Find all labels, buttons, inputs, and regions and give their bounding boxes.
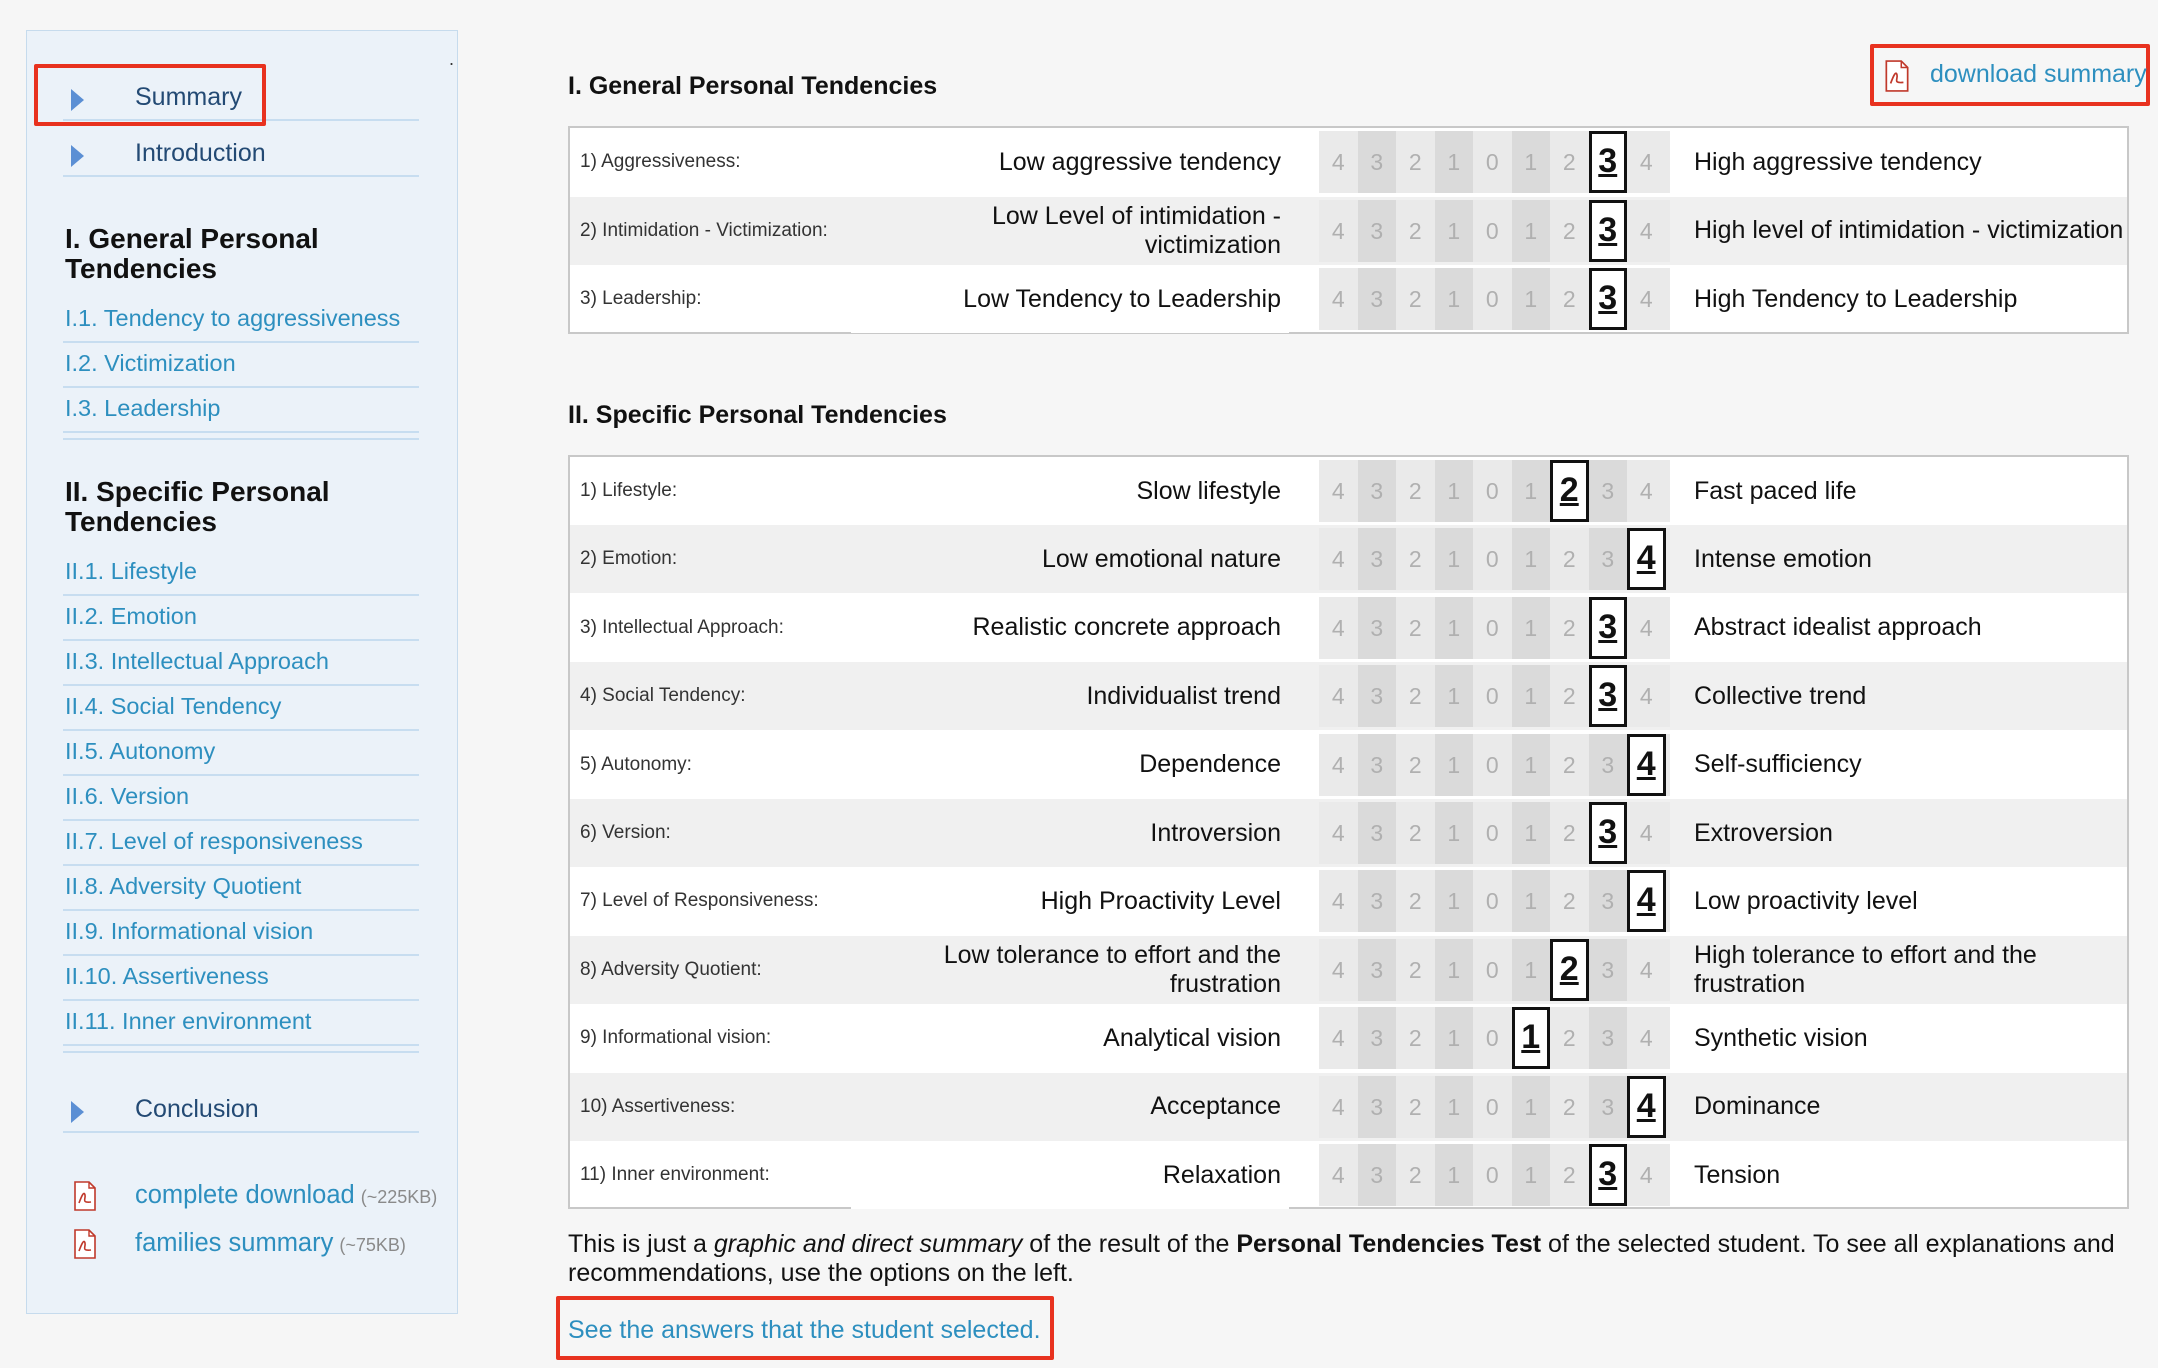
scale-value: 1 bbox=[1512, 802, 1551, 864]
row-label: 3) Leadership: bbox=[580, 288, 702, 309]
scale-value: 2 bbox=[1408, 286, 1422, 312]
scale-value: 3 bbox=[1589, 939, 1628, 1001]
sidebar-link[interactable]: II.11. Inner environment bbox=[63, 1002, 419, 1046]
scale-value: 2 bbox=[1562, 614, 1576, 641]
scale-value: 1 bbox=[1512, 870, 1551, 932]
scale-value: 2 bbox=[1562, 149, 1576, 175]
scale-value: 4 bbox=[1639, 820, 1653, 846]
scale-value: 4 bbox=[1639, 1025, 1653, 1052]
scale-value: 0 bbox=[1485, 683, 1499, 710]
scale-value: 1 bbox=[1512, 200, 1551, 262]
row-label: 6) Version: bbox=[580, 822, 671, 843]
rating-row bbox=[570, 662, 2127, 730]
scale-selected-value: 3 bbox=[1589, 597, 1628, 659]
scale-value: 0 bbox=[1485, 286, 1499, 312]
scale-value: 3 bbox=[1358, 200, 1397, 262]
rating-scale bbox=[1319, 268, 1670, 330]
scale-value: 4 bbox=[1331, 1025, 1345, 1052]
scale-value: 4 bbox=[1639, 614, 1653, 641]
rating-scale bbox=[1319, 939, 1670, 1001]
row-right-descriptor: Dominance bbox=[1694, 1092, 1821, 1121]
scale-value: 3 bbox=[1358, 665, 1397, 727]
scale-value: 2 bbox=[1408, 751, 1422, 778]
row-right-descriptor: Tension bbox=[1694, 1160, 1781, 1189]
footer-text: of the selected student. To see all explanations and recommendations, use the options on the left. bbox=[568, 1230, 2115, 1287]
sidebar-link[interactable]: II.2. Emotion bbox=[63, 597, 419, 641]
rating-scale bbox=[1319, 597, 1670, 659]
scale-value: 0 bbox=[1485, 751, 1499, 778]
scale-value: 4 bbox=[1331, 956, 1345, 983]
rating-row bbox=[570, 265, 2127, 333]
scale-selected-value: 3 bbox=[1589, 1144, 1628, 1206]
scale-selected-value: 4 bbox=[1627, 1076, 1666, 1138]
scale-value: 2 bbox=[1408, 683, 1422, 710]
scale-value: 2 bbox=[1408, 888, 1422, 915]
section1-title: I. General Personal Tendencies bbox=[568, 72, 938, 100]
row-right-descriptor: High tolerance to effort and the frustration bbox=[1694, 940, 2037, 998]
sidebar-link[interactable]: II.7. Level of responsiveness bbox=[63, 822, 419, 866]
scale-value: 3 bbox=[1358, 268, 1397, 330]
scale-selected-value: 4 bbox=[1627, 870, 1666, 932]
scale-value: 0 bbox=[1485, 820, 1499, 846]
footer-emphasis: graphic and direct summary bbox=[713, 1230, 1023, 1258]
row-right-descriptor: High Tendency to Leadership bbox=[1694, 284, 2018, 313]
scale-value: 4 bbox=[1639, 286, 1653, 312]
scale-value: 3 bbox=[1358, 1144, 1397, 1206]
row-left-descriptor: High Proactivity Level bbox=[1040, 886, 1281, 915]
scale-value: 1 bbox=[1435, 734, 1474, 796]
row-right-descriptor: High level of intimidation - victimization bbox=[1694, 216, 2124, 244]
scale-selected-value: 3 bbox=[1589, 268, 1628, 330]
sidebar-link[interactable]: II.5. Autonomy bbox=[63, 732, 419, 776]
footer-text: This is just a bbox=[568, 1230, 714, 1258]
scale-value: 3 bbox=[1358, 460, 1397, 522]
rating-scale bbox=[1319, 200, 1670, 262]
rating-scale bbox=[1319, 665, 1670, 727]
scale-value: 1 bbox=[1435, 460, 1474, 522]
rating-scale bbox=[1319, 131, 1670, 193]
row-left-descriptor: Low aggressive tendency bbox=[998, 147, 1281, 176]
rating-row bbox=[570, 867, 2127, 935]
section2-heading: II. Specific Personal Tendencies bbox=[65, 476, 330, 537]
scale-value: 0 bbox=[1485, 546, 1499, 573]
row-left-descriptor: Individualist trend bbox=[1086, 681, 1281, 710]
scale-value: 2 bbox=[1408, 546, 1422, 573]
row-right-descriptor: Abstract idealist approach bbox=[1694, 613, 1982, 642]
row-right-descriptor: Low proactivity level bbox=[1694, 886, 1918, 915]
row-left-descriptor: Low Tendency to Leadership bbox=[963, 284, 1281, 313]
scale-value: 3 bbox=[1358, 802, 1397, 864]
row-left-descriptor: Slow lifestyle bbox=[1136, 476, 1281, 505]
scale-value: 4 bbox=[1331, 614, 1345, 641]
rating-scale bbox=[1319, 1007, 1670, 1069]
scale-value: 3 bbox=[1589, 528, 1628, 590]
scale-value: 3 bbox=[1589, 870, 1628, 932]
scale-value: 3 bbox=[1358, 597, 1397, 659]
scale-value: 4 bbox=[1331, 683, 1345, 710]
scale-value: 2 bbox=[1562, 888, 1576, 915]
see-answers-link[interactable]: See the answers that the student selected. bbox=[568, 1316, 1041, 1344]
row-right-descriptor: High aggressive tendency bbox=[1694, 147, 1982, 176]
section2-panel bbox=[568, 455, 2129, 1209]
section1-panel bbox=[568, 126, 2129, 334]
rating-scale bbox=[1319, 460, 1670, 522]
sidebar-link[interactable]: II.3. Intellectual Approach bbox=[63, 642, 419, 686]
scale-selected-value: 2 bbox=[1550, 460, 1589, 522]
rating-scale bbox=[1319, 528, 1670, 590]
scale-value: 2 bbox=[1562, 217, 1576, 244]
sidebar-link[interactable]: II.4. Social Tendency bbox=[63, 687, 419, 731]
sidebar-divider bbox=[63, 438, 419, 440]
scale-value: 4 bbox=[1639, 1162, 1653, 1188]
scale-value: 3 bbox=[1358, 939, 1397, 1001]
scale-value: 4 bbox=[1331, 149, 1345, 175]
families-summary-link[interactable]: families summary bbox=[135, 1229, 334, 1257]
scale-selected-value: 3 bbox=[1589, 131, 1628, 193]
scale-value: 2 bbox=[1562, 286, 1576, 312]
scale-value: 1 bbox=[1435, 528, 1474, 590]
row-left-descriptor: Acceptance bbox=[1150, 1092, 1281, 1121]
rating-row bbox=[570, 128, 2127, 196]
scale-value: 0 bbox=[1485, 478, 1499, 504]
scale-value: 3 bbox=[1589, 1076, 1628, 1138]
scale-value: 2 bbox=[1562, 1093, 1576, 1120]
scale-value: 1 bbox=[1512, 460, 1551, 522]
scale-value: 4 bbox=[1331, 546, 1345, 573]
rating-row bbox=[570, 1141, 2127, 1209]
scale-value: 3 bbox=[1358, 734, 1397, 796]
scale-value: 4 bbox=[1639, 956, 1653, 983]
scale-value: 1 bbox=[1512, 528, 1551, 590]
scale-value: 1 bbox=[1512, 1076, 1551, 1138]
scale-value: 2 bbox=[1562, 546, 1576, 573]
row-label: 5) Autonomy: bbox=[580, 753, 692, 775]
scale-selected-value: 4 bbox=[1627, 734, 1666, 796]
section2-title: II. Specific Personal Tendencies bbox=[568, 401, 947, 429]
rating-row bbox=[570, 457, 2127, 525]
row-label: 4) Social Tendency: bbox=[580, 685, 746, 707]
scale-value: 2 bbox=[1562, 1162, 1576, 1188]
row-right-descriptor: Intense emotion bbox=[1694, 544, 1872, 573]
sidebar-link[interactable]: II.8. Adversity Quotient bbox=[63, 867, 419, 911]
pdf-icon bbox=[73, 1181, 97, 1211]
scale-value: 0 bbox=[1485, 888, 1499, 915]
row-right-descriptor: Self-sufficiency bbox=[1694, 750, 1862, 779]
row-label: 8) Adversity Quotient: bbox=[580, 958, 762, 980]
sidebar-item-label: Summary bbox=[135, 83, 242, 111]
row-label: 3) Intellectual Approach: bbox=[580, 616, 784, 638]
sidebar-link[interactable]: I.3. Leadership bbox=[63, 389, 419, 433]
row-right-descriptor: Fast paced life bbox=[1694, 476, 1857, 505]
scale-value: 2 bbox=[1408, 614, 1422, 641]
rating-row bbox=[570, 799, 2127, 867]
sidebar-item-label: Conclusion bbox=[135, 1095, 259, 1123]
scale-value: 1 bbox=[1435, 939, 1474, 1001]
sidebar-item-label: Introduction bbox=[135, 139, 266, 167]
row-left-descriptor: Realistic concrete approach bbox=[972, 613, 1281, 642]
scale-value: 4 bbox=[1331, 1162, 1345, 1188]
scale-value: 0 bbox=[1485, 149, 1499, 175]
scale-value: 1 bbox=[1435, 802, 1474, 864]
row-right-descriptor: Extroversion bbox=[1694, 818, 1833, 847]
rating-row bbox=[570, 197, 2127, 265]
scale-value: 3 bbox=[1358, 1007, 1397, 1069]
scale-value: 2 bbox=[1408, 956, 1422, 983]
scale-value: 2 bbox=[1562, 683, 1576, 710]
triangle-right-icon bbox=[71, 1101, 84, 1123]
scale-value: 3 bbox=[1358, 528, 1397, 590]
sidebar-item-introduction[interactable] bbox=[63, 135, 419, 177]
scale-value: 3 bbox=[1358, 1076, 1397, 1138]
scale-value: 4 bbox=[1331, 888, 1345, 915]
row-label: 2) Intimidation - Victimization: bbox=[580, 219, 828, 241]
row-label: 7) Level of Responsiveness: bbox=[580, 890, 819, 912]
scale-value: 1 bbox=[1435, 131, 1474, 193]
scale-value: 4 bbox=[1639, 149, 1653, 175]
scale-value: 2 bbox=[1562, 751, 1576, 778]
scale-value: 1 bbox=[1435, 870, 1474, 932]
scale-selected-value: 3 bbox=[1589, 665, 1628, 727]
row-left-descriptor: Analytical vision bbox=[1103, 1023, 1281, 1052]
pdf-icon bbox=[1884, 60, 1910, 92]
scale-selected-value: 1 bbox=[1512, 1007, 1551, 1069]
row-left-descriptor: Low tolerance to effort and the frustration bbox=[943, 940, 1281, 998]
sidebar-link[interactable]: II.9. Informational vision bbox=[63, 912, 419, 956]
highlight-summary bbox=[34, 64, 266, 126]
scale-value: 3 bbox=[1589, 734, 1628, 796]
scale-value: 2 bbox=[1408, 478, 1422, 504]
scale-value: 2 bbox=[1408, 1162, 1422, 1188]
scale-value: 1 bbox=[1435, 1144, 1474, 1206]
section1-heading: I. General Personal Tendencies bbox=[65, 223, 319, 284]
scale-value: 4 bbox=[1639, 683, 1653, 710]
row-label: 2) Emotion: bbox=[580, 548, 678, 570]
row-label: 1) Aggressiveness: bbox=[580, 151, 741, 172]
sidebar-link[interactable]: II.10. Assertiveness bbox=[63, 957, 419, 1001]
scale-value: 1 bbox=[1435, 1076, 1474, 1138]
rating-scale bbox=[1319, 802, 1670, 864]
rating-row bbox=[570, 936, 2127, 1004]
sidebar-link[interactable]: II.1. Lifestyle bbox=[63, 552, 419, 596]
scale-value: 1 bbox=[1512, 268, 1551, 330]
rating-scale bbox=[1319, 734, 1670, 796]
scale-value: 0 bbox=[1485, 956, 1499, 983]
scale-value: 4 bbox=[1331, 217, 1345, 244]
scale-value: 4 bbox=[1331, 478, 1345, 504]
file-size: (~75KB) bbox=[339, 1235, 406, 1255]
row-left-descriptor: Low Level of intimidation - victimization bbox=[991, 201, 1281, 259]
footer-test-name: Personal Tendencies Test bbox=[1236, 1230, 1542, 1258]
rating-row bbox=[570, 1073, 2127, 1141]
row-label: 1) Lifestyle: bbox=[580, 480, 678, 501]
scale-value: 1 bbox=[1512, 939, 1551, 1001]
scale-value: 0 bbox=[1485, 217, 1499, 244]
scale-value: 2 bbox=[1408, 1093, 1422, 1120]
pdf-icon bbox=[73, 1229, 97, 1259]
scale-value: 3 bbox=[1358, 131, 1397, 193]
rating-row bbox=[570, 731, 2127, 799]
scale-value: 0 bbox=[1485, 1162, 1499, 1188]
scale-value: 2 bbox=[1562, 820, 1576, 846]
row-right-descriptor: Synthetic vision bbox=[1694, 1023, 1868, 1052]
scale-value: 4 bbox=[1331, 286, 1345, 312]
scale-value: 1 bbox=[1512, 734, 1551, 796]
sidebar bbox=[26, 30, 458, 1314]
rating-row bbox=[570, 1004, 2127, 1072]
scale-value: 2 bbox=[1408, 1025, 1422, 1052]
scale-value: 4 bbox=[1331, 1093, 1345, 1120]
scale-value: 1 bbox=[1512, 597, 1551, 659]
triangle-right-icon bbox=[71, 145, 84, 167]
scale-value: 1 bbox=[1435, 665, 1474, 727]
row-left-descriptor: Dependence bbox=[1139, 750, 1281, 779]
scale-value: 2 bbox=[1408, 820, 1422, 846]
scale-value: 0 bbox=[1485, 1093, 1499, 1120]
scale-value: 3 bbox=[1358, 870, 1397, 932]
scale-value: 1 bbox=[1512, 665, 1551, 727]
scale-value: 3 bbox=[1589, 460, 1628, 522]
row-label: 11) Inner environment: bbox=[580, 1164, 770, 1185]
scale-value: 1 bbox=[1435, 200, 1474, 262]
scale-selected-value: 3 bbox=[1589, 802, 1628, 864]
complete-download-link[interactable]: complete download bbox=[135, 1181, 355, 1209]
row-left-descriptor: Relaxation bbox=[1162, 1160, 1281, 1189]
file-size: (~225KB) bbox=[360, 1187, 438, 1207]
footer-text: of the result of the bbox=[1022, 1230, 1237, 1258]
scale-value: 0 bbox=[1485, 1025, 1499, 1052]
scale-value: 1 bbox=[1435, 1007, 1474, 1069]
sidebar-divider bbox=[63, 1051, 419, 1053]
scale-value: 4 bbox=[1331, 751, 1345, 778]
scale-value: 1 bbox=[1512, 131, 1551, 193]
row-left-descriptor: Introversion bbox=[1150, 818, 1281, 847]
sidebar-dot: . bbox=[449, 49, 455, 69]
scale-value: 1 bbox=[1435, 597, 1474, 659]
scale-selected-value: 2 bbox=[1550, 939, 1589, 1001]
rating-scale bbox=[1319, 870, 1670, 932]
scale-value: 2 bbox=[1562, 1025, 1576, 1052]
scale-value: 4 bbox=[1331, 820, 1345, 846]
row-left-descriptor: Low emotional nature bbox=[1041, 544, 1281, 573]
sidebar-item-conclusion[interactable] bbox=[63, 1091, 419, 1133]
sidebar-link[interactable]: II.6. Version bbox=[63, 777, 419, 821]
scale-value: 1 bbox=[1512, 1144, 1551, 1206]
sidebar-link[interactable]: I.1. Tendency to aggressiveness bbox=[63, 299, 419, 343]
scale-value: 4 bbox=[1639, 217, 1653, 244]
rating-row bbox=[570, 525, 2127, 593]
scale-value: 1 bbox=[1435, 268, 1474, 330]
scale-value: 0 bbox=[1485, 614, 1499, 641]
footer-note bbox=[568, 1230, 2148, 1288]
row-label: 9) Informational vision: bbox=[580, 1027, 772, 1049]
rating-row bbox=[570, 594, 2127, 662]
scale-value: 4 bbox=[1639, 478, 1653, 504]
download-summary-label: download summary bbox=[1930, 60, 2147, 88]
row-label: 10) Assertiveness: bbox=[580, 1095, 736, 1117]
row-right-descriptor: Collective trend bbox=[1694, 681, 1867, 710]
scale-selected-value: 3 bbox=[1589, 200, 1628, 262]
rating-scale bbox=[1319, 1076, 1670, 1138]
scale-value: 3 bbox=[1589, 1007, 1628, 1069]
rating-scale bbox=[1319, 1144, 1670, 1206]
sidebar-link[interactable]: I.2. Victimization bbox=[63, 344, 419, 388]
scale-value: 2 bbox=[1408, 149, 1422, 175]
scale-value: 2 bbox=[1408, 217, 1422, 244]
scale-selected-value: 4 bbox=[1627, 528, 1666, 590]
